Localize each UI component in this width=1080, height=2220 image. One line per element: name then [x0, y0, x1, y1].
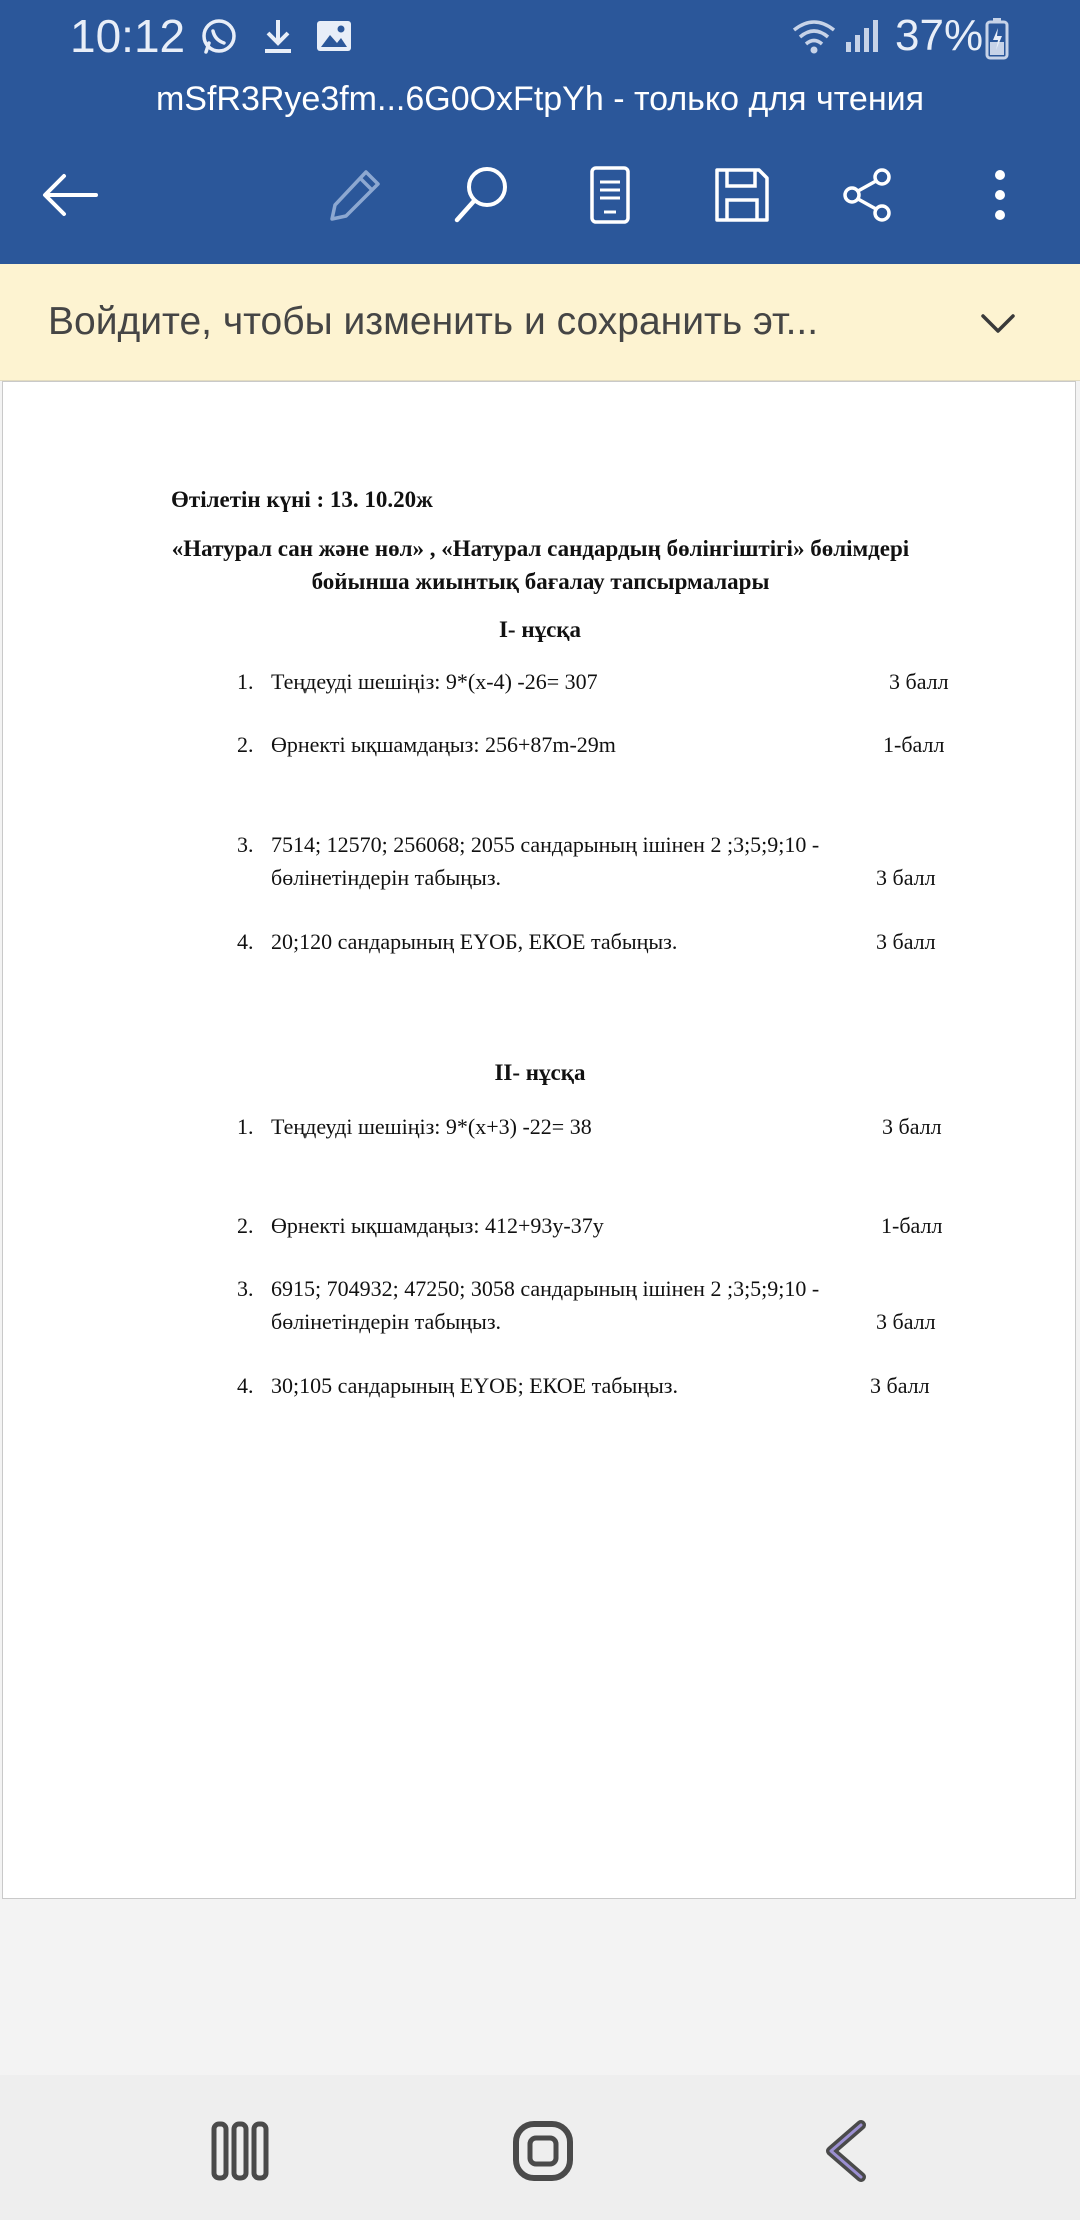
back-icon [821, 2119, 871, 2183]
task-text: 30;105 сандарының ЕҮОБ; ЕКОЕ табыңыз. [271, 1373, 678, 1398]
task-number: 2. [237, 1213, 254, 1238]
task-text: 6915; 704932; 47250; 3058 сандарының ішінен 2 ;3;5;9;10 - [271, 1276, 820, 1301]
document-page[interactable] [2, 381, 1076, 1899]
task-text: Теңдеуді шешіңіз: 9*(х+3) -22= 38 [271, 1114, 592, 1139]
document-heading [123, 532, 958, 598]
nav-back-button[interactable] [806, 2111, 886, 2191]
pencil-icon [326, 166, 384, 224]
task-text: Өрнекті ықшамдаңыз: 256+87m-29m [271, 732, 616, 757]
status-time: 10:12 [70, 10, 186, 62]
battery-icon [985, 16, 1009, 60]
task-score: 3 балл [882, 1114, 942, 1139]
home-button[interactable] [503, 2111, 583, 2191]
task-number: 1. [237, 1114, 254, 1139]
heading-line: «Натурал сан және нөл» , «Натурал сандардың бөлінгіштігі» бөлімдері [171, 536, 910, 561]
task-score: 1-балл [881, 1213, 943, 1238]
task-score: 3 балл [876, 1309, 936, 1334]
more-options-button[interactable] [955, 150, 1045, 240]
task-score: 3 балл [889, 669, 949, 694]
banner-text: Войдите, чтобы изменить и сохранить эт... [48, 300, 819, 343]
task-text: Теңдеуді шешіңіз: 9*(х-4) -26= 307 [271, 669, 598, 694]
status-bar [0, 0, 1080, 72]
home-icon [511, 2119, 575, 2183]
battery-percent: 37% [895, 11, 984, 60]
save-icon [713, 166, 771, 224]
more-icon [990, 167, 1010, 223]
edit-button[interactable] [310, 150, 400, 240]
search-icon [452, 164, 512, 226]
whatsapp-icon [198, 16, 240, 58]
chevron-down-icon [980, 313, 1016, 335]
task-score: 3 балл [876, 929, 936, 954]
app-bar [0, 0, 1080, 264]
task-text-continued: бөлінетіндерін табыңыз. [271, 1309, 502, 1334]
save-button[interactable] [697, 150, 787, 240]
recent-apps-icon [210, 2120, 270, 2182]
task-number: 2. [237, 732, 254, 757]
task-number: 3. [237, 832, 254, 857]
signal-icon [842, 16, 882, 56]
date-line: Өтілетін күні : 13. 10.20ж [171, 487, 433, 512]
share-button[interactable] [823, 150, 913, 240]
task-number: 3. [237, 1276, 254, 1301]
task-number: 4. [237, 929, 254, 954]
task-number: 1. [237, 669, 254, 694]
search-button[interactable] [437, 150, 527, 240]
download-icon [260, 16, 296, 58]
task-text: 7514; 12570; 256068; 2055 сандарының ішінен 2 ;3;5;9;10 - [271, 832, 820, 857]
task-number: 4. [237, 1373, 254, 1398]
recent-apps-button[interactable] [200, 2111, 280, 2191]
document-title: mSfR3Rye3fm...6G0OxFtpYh - только для чтения [155, 80, 925, 118]
mobile-view-button[interactable] [565, 150, 655, 240]
task-text-continued: бөлінетіндерін табыңыз. [271, 865, 502, 890]
system-nav-bar [0, 2075, 1080, 2220]
heading-line: бойынша жиынтық бағалау тапсырмалары [311, 569, 770, 594]
task-text: Өрнекті ықшамдаңыз: 412+93у-37у [271, 1213, 604, 1238]
task-score: 1-балл [883, 732, 945, 757]
banner-expand-button[interactable] [968, 294, 1028, 354]
task-score: 3 балл [876, 865, 936, 890]
back-button[interactable] [25, 150, 115, 240]
task-text: 20;120 сандарының ЕҮОБ, ЕКОЕ табыңыз. [271, 929, 678, 954]
task-score: 3 балл [870, 1373, 930, 1398]
sign-in-banner[interactable] [0, 264, 1080, 381]
back-arrow-icon [40, 172, 100, 218]
variant-1-title: І- нұсқа [498, 617, 582, 642]
variant-2-title: ІІ- нұсқа [494, 1060, 586, 1085]
image-icon [314, 16, 354, 56]
wifi-icon [790, 16, 838, 58]
share-icon [839, 166, 897, 224]
mobile-view-icon [588, 165, 632, 225]
